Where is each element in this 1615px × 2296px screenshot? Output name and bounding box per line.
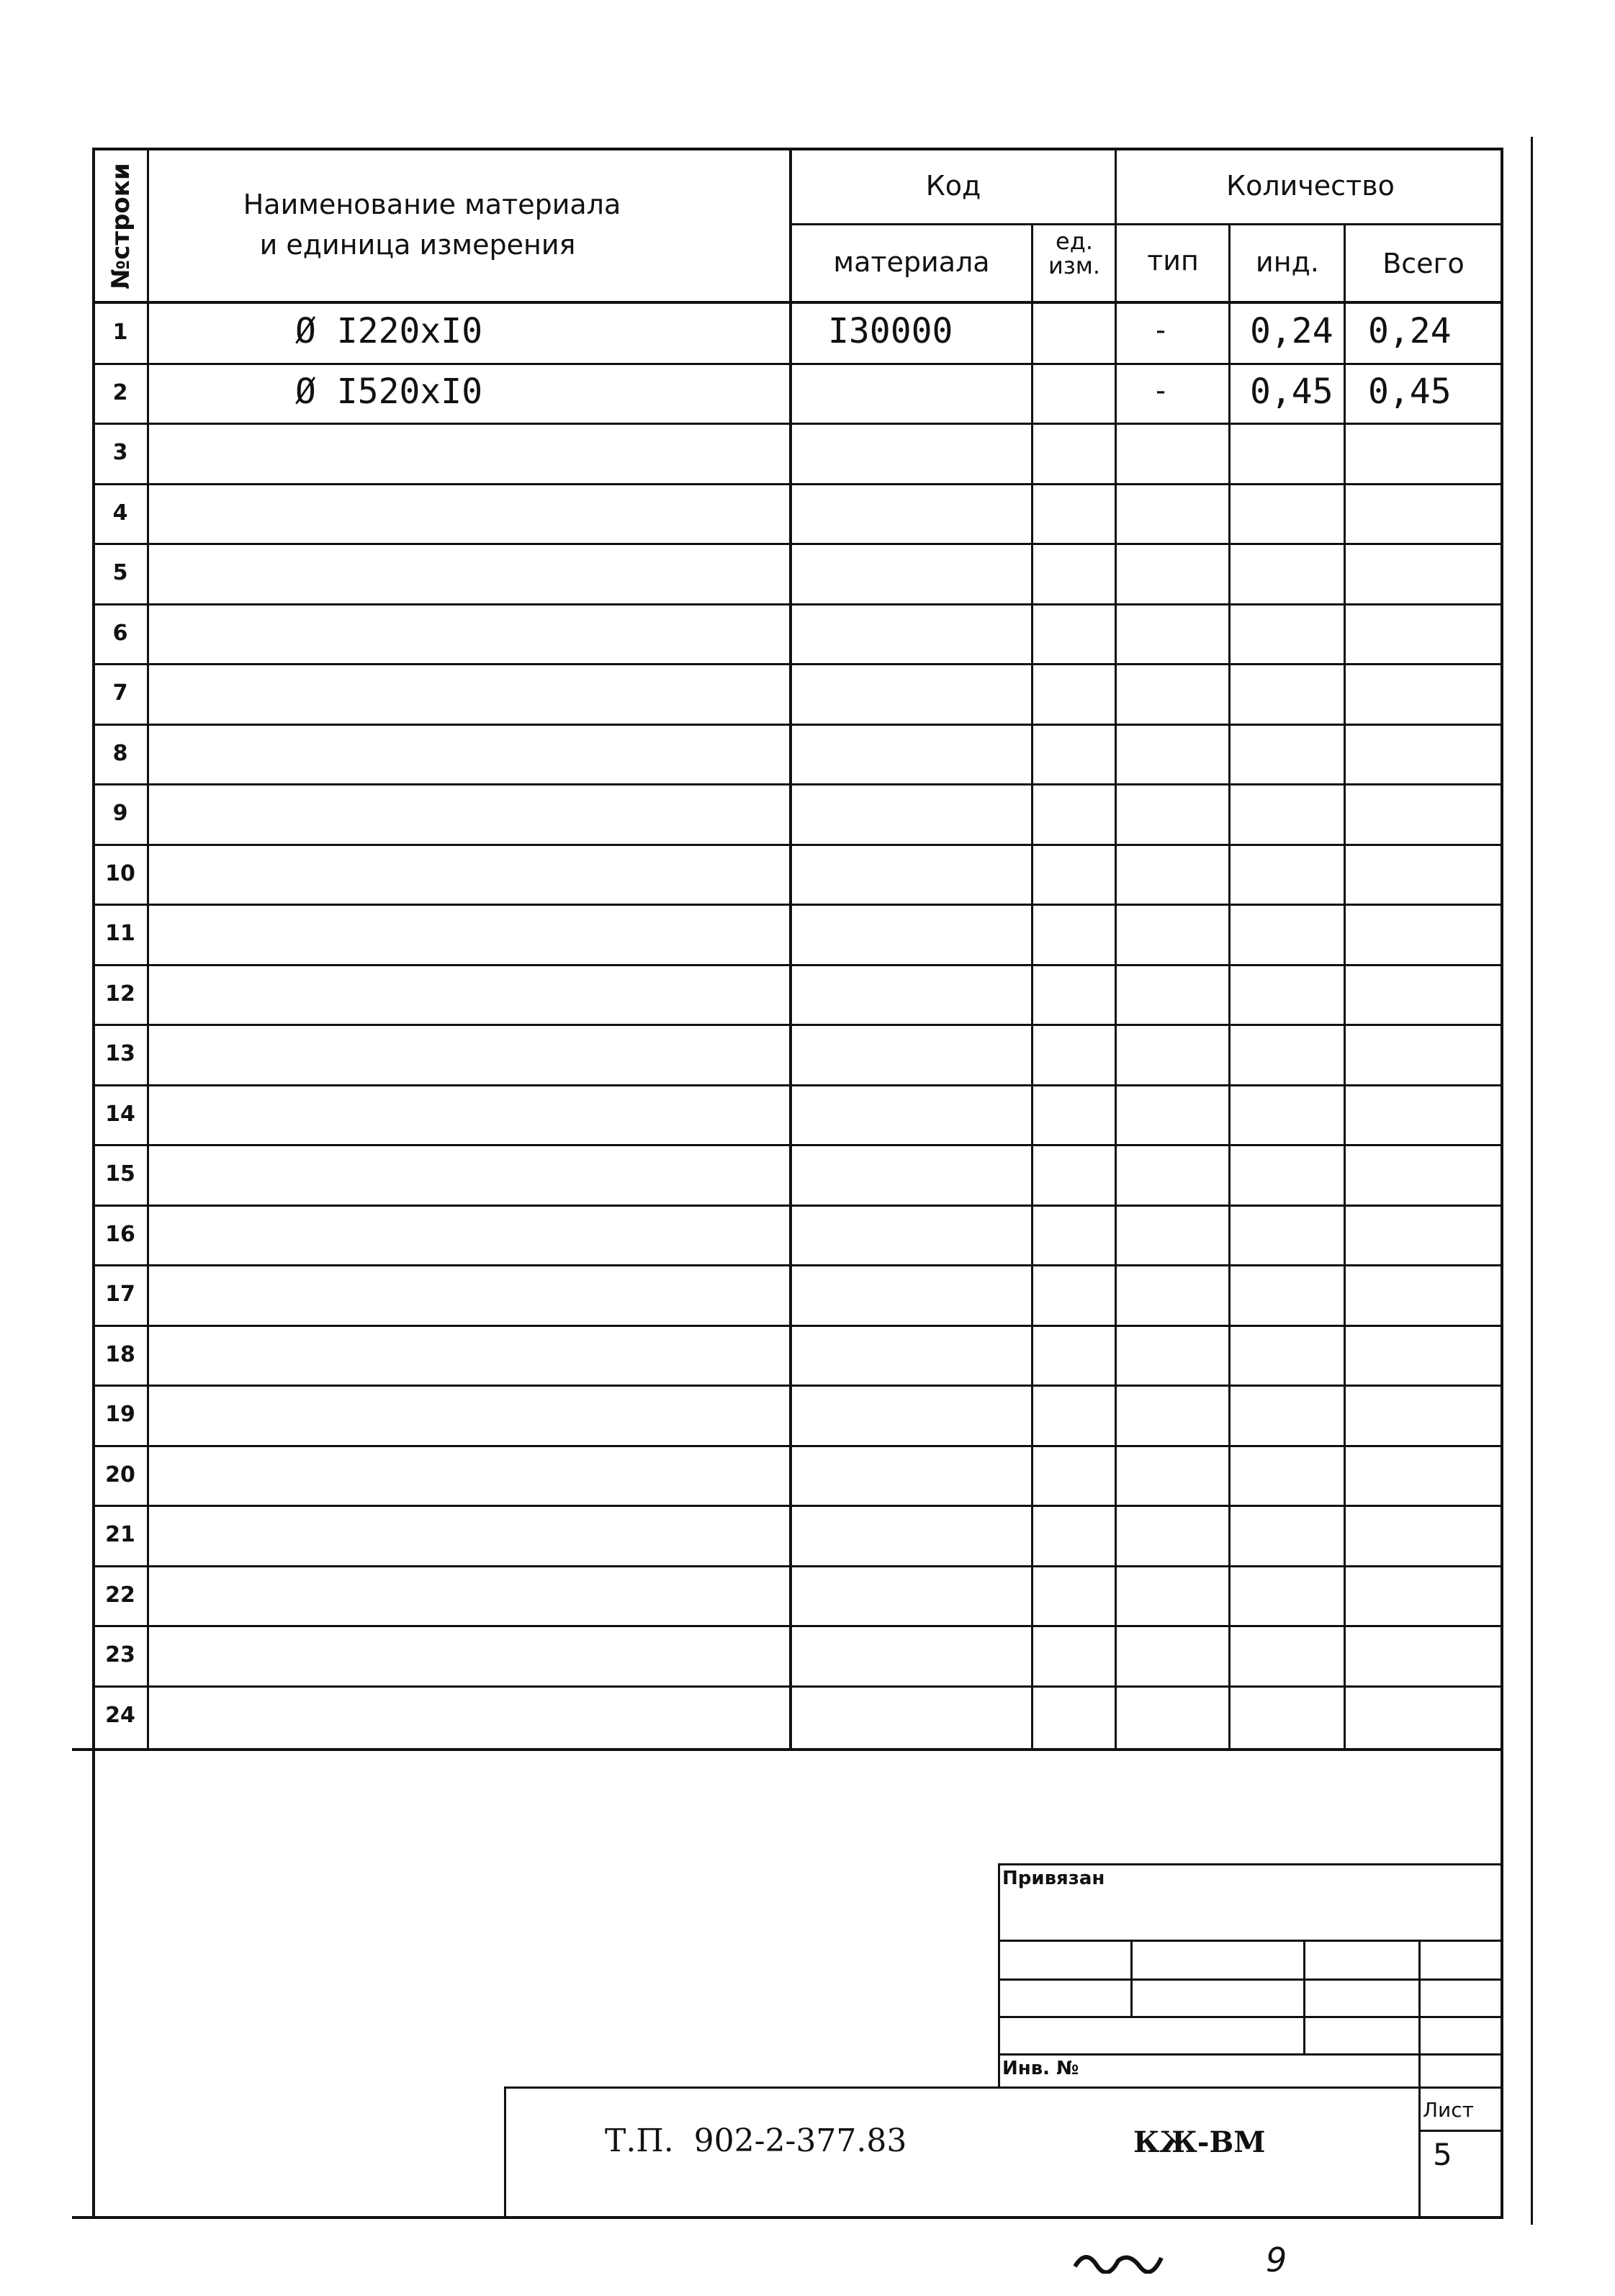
row-number: 5 [112,560,128,585]
row-1-name: Ø I220xI0 [295,311,483,351]
row-1-ind: 0,24 [1250,311,1333,351]
row-number: 15 [105,1161,135,1187]
row-separator [92,483,1503,485]
row-1-code: I30000 [828,311,953,351]
row-separator [92,904,1503,906]
row-number: 16 [105,1221,135,1247]
row-separator [92,1445,1503,1447]
row-2-ind: 0,45 [1250,372,1333,412]
name-header-line2: и единица измерения [259,229,576,261]
row-number: 23 [105,1642,135,1667]
row-separator [92,1024,1503,1026]
row-number: 4 [112,500,128,526]
row-number: 14 [105,1101,135,1127]
row-1-type: - [1152,314,1170,347]
row-separator [92,603,1503,605]
row-2-total: 0,45 [1368,372,1452,412]
doc-code: Т.П. 902-2-377.83 [605,2122,907,2159]
row-separator [92,1264,1503,1266]
row-separator [92,964,1503,966]
row-number: 2 [112,379,128,405]
sheet-label: Лист [1423,2098,1474,2122]
row-1-total: 0,24 [1368,311,1452,351]
bound-label: Привязан [1002,1868,1105,1889]
row-number: 6 [112,620,128,646]
row-2-name: Ø I520xI0 [295,372,483,412]
row-no-header [95,151,147,301]
row-separator [92,1385,1503,1387]
row-separator [92,1084,1503,1086]
row-number: 7 [112,680,128,706]
row-separator [92,1325,1503,1327]
row-number: 18 [105,1341,135,1367]
row-separator [92,1505,1503,1507]
material-header: материала [833,246,990,278]
doc-mark: КЖ-ВМ [1133,2125,1266,2159]
row-separator [92,1625,1503,1627]
inv-label: Инв. № [1002,2058,1079,2079]
row-number: 8 [112,740,128,766]
row-separator [92,363,1503,365]
row-separator [92,663,1503,665]
frame-far-right-line [1531,137,1533,2225]
row-number: 22 [105,1582,135,1608]
row-separator [92,423,1503,425]
row-number: 9 [112,801,128,826]
row-separator [92,1205,1503,1207]
frame-bottom-line [72,2216,1503,2219]
row-no-header-text: №строки [107,163,135,289]
row-number: 24 [105,1702,135,1728]
page-number: 9 [1266,2241,1287,2279]
row-separator [92,1565,1503,1567]
total-header: Всего [1382,248,1465,279]
row-separator [92,1685,1503,1688]
row-separator [92,724,1503,726]
unit-header: ед. изм. [1048,228,1101,279]
row-number: 19 [105,1402,135,1427]
code-header: Код [925,170,981,202]
name-header-line1: Наименование материала [243,189,621,220]
row-2-type: - [1152,374,1170,408]
row-separator [92,543,1503,545]
row-number: 12 [105,981,135,1007]
frame-right-line [1501,148,1503,2218]
row-number: 21 [105,1522,135,1547]
row-number: 10 [105,860,135,886]
row-number: 17 [105,1282,135,1307]
row-separator [92,844,1503,846]
ind-header: инд. [1256,246,1319,278]
row-separator [92,1144,1503,1146]
quantity-header: Количество [1226,170,1395,202]
row-number: 20 [105,1462,135,1487]
row-number: 11 [105,921,135,946]
row-number: 13 [105,1041,135,1066]
row-separator [92,783,1503,785]
row-number: 3 [112,440,128,465]
type-header: тип [1147,245,1199,276]
sheet-number: 5 [1433,2137,1452,2172]
row-number: 1 [112,320,128,345]
signature-mark [1071,2245,1165,2274]
